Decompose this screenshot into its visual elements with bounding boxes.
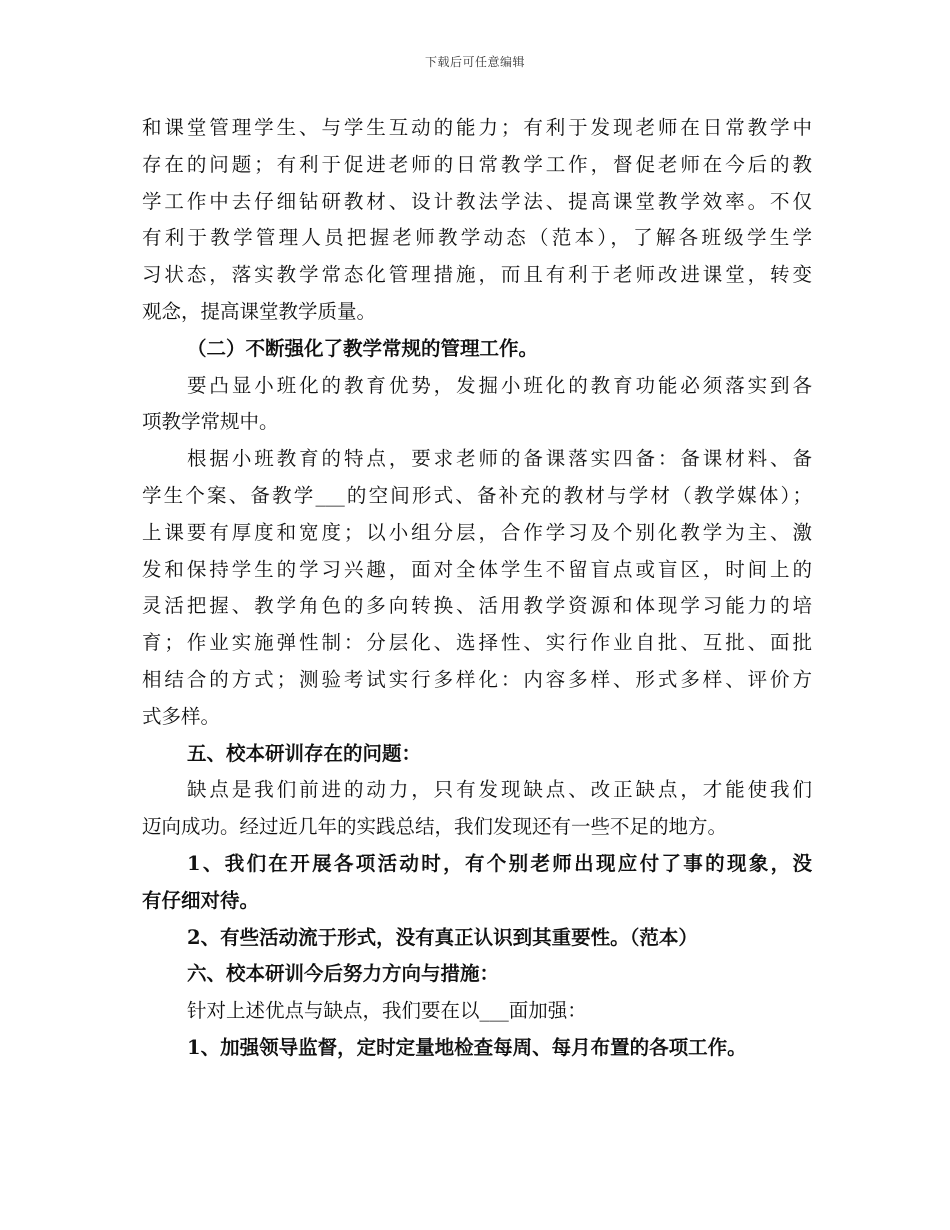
text-line: 发和保持学生的学习兴趣，面对全体学生不留盲点或盲区，时间上的 [142,557,812,581]
text-line: 要凸显小班化的教育优势，发掘小班化的教育功能必须落实到各 [187,373,812,397]
text-line: 1、我们在开展各项活动时，有个别老师出现应付了事的现象，没 [187,851,812,875]
text-line: 2、有些活动流于形式，没有真正认识到其重要性。（范本） [187,925,698,949]
text-line: （二）不断强化了教学常规的管理工作。 [187,336,539,360]
text-line: 存在的问题；有利于促进老师的日常教学工作，督促老师在今后的教 [142,152,812,176]
text-line: 学工作中去仔细钻研教材、设计教法学法、提高课堂教学效率。不仅 [142,189,812,213]
text-line: 根据小班教育的特点，要求老师的备课落实四备：备课材料、备 [187,447,812,471]
text-line: 项教学常规中。 [142,410,279,434]
text-line: 1、加强领导监督，定时定量地检查每周、每月布置的各项工作。 [187,1035,747,1059]
text-line: 观念，提高课堂教学质量。 [142,299,377,323]
text-line: 和课堂管理学生、与学生互动的能力；有利于发现老师在日常教学中 [142,116,812,139]
text-line: 育；作业实施弹性制：分层化、选择性、实行作业自批、互批、面批 [142,631,812,655]
page-header: 下载后可任意编辑 [424,55,525,69]
text-line: 学生个案、备教学___的空间形式、备补充的教材与学材（教学媒体）； [142,483,812,507]
text-line: 有利于教学管理人员把握老师教学动态（范本），了解各班级学生学 [142,226,812,250]
text-line: 迈向成功。经过近几年的实践总结，我们发现还有一些不足的地方。 [142,815,728,839]
text-line: 式多样。 [142,704,221,728]
document-body [142,110,812,1067]
text-line: 五、校本研训存在的问题： [187,741,422,765]
text-line: 六、校本研训今后努力方向与措施： [187,962,500,986]
text-line: 习状态，落实教学常态化管理措施，而且有利于老师改进课堂，转变 [142,263,812,287]
text-line: 缺点是我们前进的动力，只有发现缺点、改正缺点，才能使我们 [187,778,812,802]
text-line: 上课要有厚度和宽度；以小组分层，合作学习及个别化教学为主、激 [142,520,812,544]
text-line: 针对上述优点与缺点，我们要在以___面加强： [187,999,587,1023]
text-line: 有仔细对待。 [142,888,260,912]
text-line: 灵活把握、教学角色的多向转换、活用教学资源和体现学习能力的培 [142,594,812,618]
text-line: 相结合的方式；测验考试实行多样化：内容多样、形式多样、评价方 [142,667,812,691]
